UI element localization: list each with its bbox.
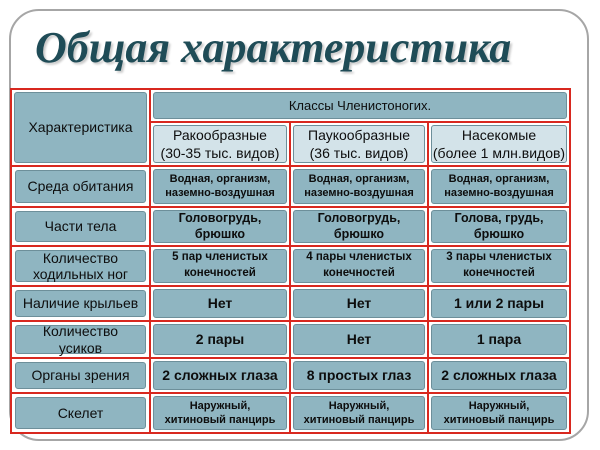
cell-value: Нет	[293, 289, 425, 318]
slide-title: Общая характеристика	[35, 23, 512, 72]
class-header-crustaceans	[151, 123, 289, 165]
cell-value: Головогрудь, брюшко	[293, 210, 425, 243]
cell-vision-crustaceans	[151, 359, 289, 392]
cell-value: Водная, организм, наземно-воздушная	[293, 169, 425, 204]
cell-wings-crustaceans	[151, 287, 289, 320]
class-header-box	[431, 125, 567, 163]
cell-walking-legs-arachnids	[291, 247, 427, 285]
cell-habitat-crustaceans	[151, 167, 289, 206]
cell-value: Водная, организм, наземно-воздушная	[431, 169, 567, 204]
cell-vision-arachnids	[291, 359, 427, 392]
cell-wings-insects	[429, 287, 569, 320]
row-label-box: Количество усиков	[15, 325, 146, 354]
group-header-label: Классы Членистоногих.	[288, 97, 432, 113]
cell-value: 1 пара	[431, 324, 567, 355]
class-name: Паукообразные	[308, 126, 410, 143]
cell-wings-arachnids	[291, 287, 427, 320]
cell-antennae-crustaceans	[151, 322, 289, 357]
cell-value: 2 сложных глаза	[153, 361, 287, 390]
cell-value: Нет	[153, 289, 287, 318]
cell-body-parts-arachnids	[291, 208, 427, 245]
cell-value: 2 сложных глаза	[431, 361, 567, 390]
cell-skeleton-arachnids	[291, 394, 427, 432]
corner-header-cell	[12, 90, 149, 165]
cell-vision-insects	[429, 359, 569, 392]
cell-value: Наружный, хитиновый панцирь	[153, 396, 287, 430]
class-name: Насекомые	[461, 126, 537, 143]
group-header-box	[153, 92, 567, 119]
cell-value: 8 простых глаз	[293, 361, 425, 390]
class-name: Ракообразные	[173, 126, 267, 143]
class-header-box	[153, 125, 287, 163]
cell-value: 5 пар членистых конечностей	[153, 249, 287, 283]
cell-walking-legs-crustaceans	[151, 247, 289, 285]
cell-body-parts-insects	[429, 208, 569, 245]
row-label-antennae	[12, 322, 149, 357]
cell-antennae-insects	[429, 322, 569, 357]
row-label-wings	[12, 287, 149, 320]
class-header-arachnids	[291, 123, 427, 165]
row-label-box: Скелет	[15, 397, 146, 429]
class-header-box	[293, 125, 425, 163]
cell-value: Нет	[293, 324, 425, 355]
arthropod-comparison-table	[10, 88, 571, 434]
cell-value: 3 пары членистых конечностей	[431, 249, 567, 283]
row-label-vision	[12, 359, 149, 392]
cell-value: Водная, организм, наземно-воздушная	[153, 169, 287, 204]
class-header-insects	[429, 123, 569, 165]
group-header-cell	[151, 90, 569, 121]
cell-value: 2 пары	[153, 324, 287, 355]
cell-value: Наружный, хитиновый панцирь	[293, 396, 425, 430]
corner-header-label: Характеристика	[28, 119, 133, 136]
row-label-box: Наличие крыльев	[15, 290, 146, 317]
row-label-box: Среда обитания	[15, 170, 146, 203]
corner-header-box	[14, 92, 147, 163]
cell-value: Голова, грудь, брюшко	[431, 210, 567, 243]
class-species-count: (30-35 тыс. видов)	[160, 145, 280, 161]
class-species-count: (более 1 млн.видов)	[432, 145, 566, 161]
row-label-habitat	[12, 167, 149, 206]
row-label-body-parts	[12, 208, 149, 245]
cell-skeleton-crustaceans	[151, 394, 289, 432]
cell-antennae-arachnids	[291, 322, 427, 357]
cell-value: 1 или 2 пары	[431, 289, 567, 318]
cell-value: 4 пары членистых конечностей	[293, 249, 425, 283]
row-label-box: Количество ходильных ног	[15, 250, 146, 282]
row-label-box: Части тела	[15, 211, 146, 242]
cell-habitat-insects	[429, 167, 569, 206]
cell-value: Головогрудь, брюшко	[153, 210, 287, 243]
class-species-count: (36 тыс. видов)	[309, 145, 409, 161]
cell-habitat-arachnids	[291, 167, 427, 206]
cell-skeleton-insects	[429, 394, 569, 432]
row-label-box: Органы зрения	[15, 362, 146, 389]
cell-body-parts-crustaceans	[151, 208, 289, 245]
cell-value: Наружный, хитиновый панцирь	[431, 396, 567, 430]
row-label-skeleton	[12, 394, 149, 432]
row-label-walking-legs	[12, 247, 149, 285]
cell-walking-legs-insects	[429, 247, 569, 285]
